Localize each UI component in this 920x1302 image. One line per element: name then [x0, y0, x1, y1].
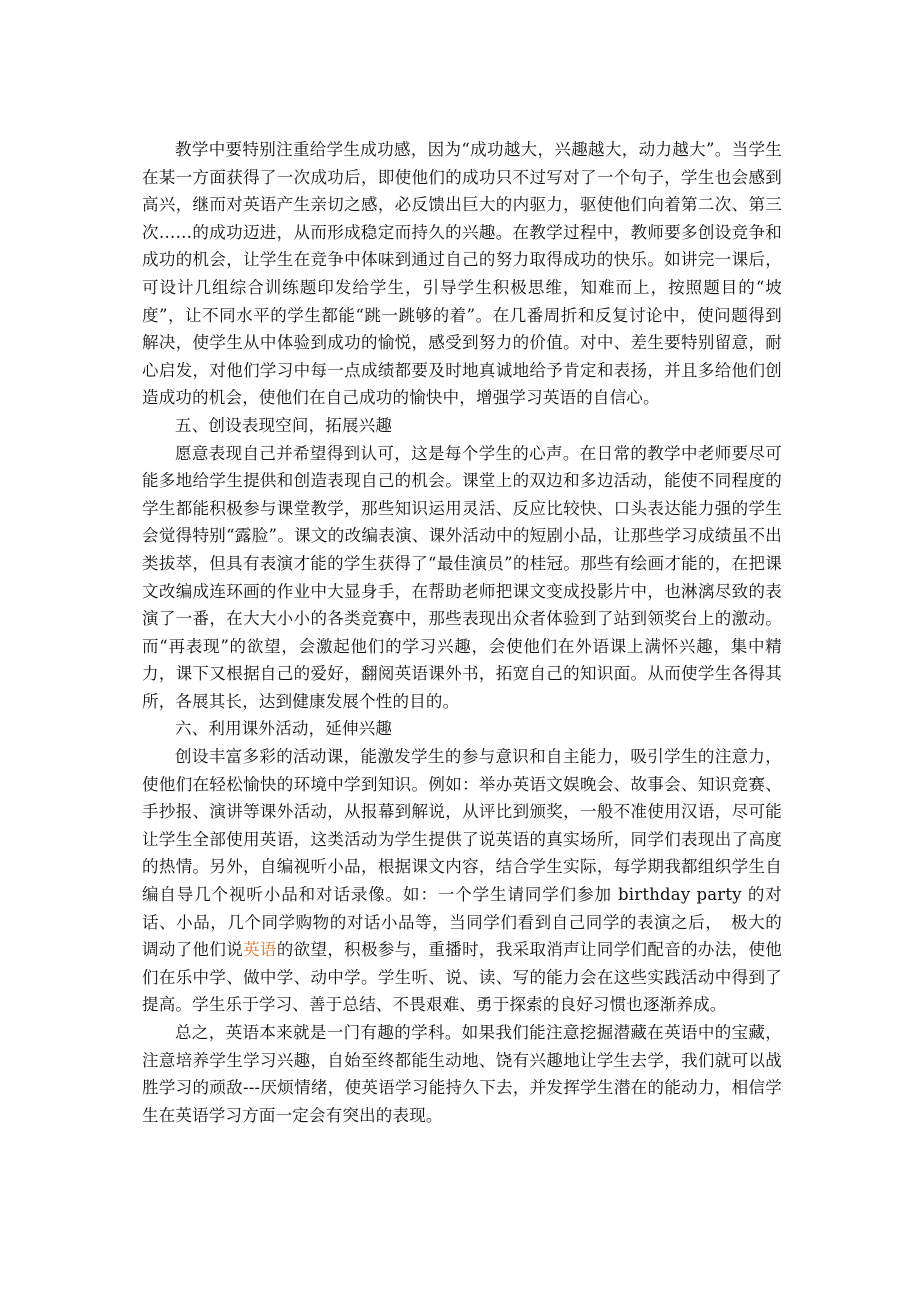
paragraph-extracurricular-part1: 创设丰富多彩的活动课，能激发学生的参与意识和自主能力，吸引学生的注意力，使他们在轻松愉快的环境中学到知识。例如：举办英语文娱晚会、故事会、知识竞赛、手抄报、演讲等课外活动，从报幕到解说，从评比到颁奖，一般不准使用汉语，尽可能让学生全部使用英语，这类活动为学生提供了说英语的真实场所，同学们表现出了高度的热情。另外，自编视听小品，根据课文内容，结合学生实际，每学期我都组织学生自编自导几个视听小品和对话录像。如：一个学生请同学们参加 birthday party 的对话、小品，几个同学购物的对话小品等，当同学们看到自己同学的表演之后， 极大的调动了他们说: [142, 747, 782, 960]
paragraph-conclusion: 总之，英语本来就是一门有趣的学科。如果我们能注意挖掘潜藏在英语中的宝藏，注意培养学生学习兴趣，自始至终都能生动地、饶有兴趣地让学生去学，我们就可以战胜学习的顽敌---厌烦情绪，使英语学习能持久下去，并发挥学生潜在的能动力，相信学生在英语学习方面一定会有突出的表现。: [142, 1023, 782, 1125]
document-body: [142, 136, 782, 1129]
english-keyword-link[interactable]: 英语: [243, 940, 277, 960]
paragraph-extracurricular: [142, 743, 782, 1019]
paragraph-extracurricular-part2: 的欲望，积极参与，重播时，我采取消声让同学们配音的办法，使他们在乐中学、做中学、动中学。学生听、说、读、写的能力会在这些实践活动中得到了提高。学生乐于学习、善于总结、不畏艰难、勇于探索的良好习惯也逐渐养成。: [142, 940, 783, 1015]
paragraph-success-feeling: 教学中要特别注重给学生成功感，因为“成功越大，兴趣越大，动力越大”。当学生在某一方面获得了一次成功后，即使他们的成功只不过写对了一个句子，学生也会感到高兴，继而对英语产生亲切之感，必反馈出巨大的内驱力，驱使他们向着第二次、第三次……的成功迈进，从而形成稳定而持久的兴趣。在教学过程中，教师要多创设竞争和成功的机会，让学生在竞争中体味到通过自己的努力取得成功的快乐。如讲完一课后，可设计几组综合训练题印发给学生，引导学生积极思维，知难而上，按照题目的“坡度”，让不同水平的学生都能“跳一跳够的着”。在几番周折和反复讨论中，使问题得到解决，使学生从中体验到成功的愉悦，感受到努力的价值。对中、差生要特别留意，耐心启发，对他们学习中每一点成绩都要及时地真诚地给予肯定和表扬，并且多给他们创造成功的机会，使他们在自己成功的愉快中，增强学习英语的自信心。: [142, 140, 782, 408]
section-heading-6: 六、利用课外活动，延伸兴趣: [175, 719, 393, 739]
section-heading-5: 五、创设表现空间，拓展兴趣: [175, 415, 393, 435]
paragraph-expression-space: 愿意表现自己并希望得到认可，这是每个学生的心声。在日常的教学中老师要尽可能多地给学生提供和创造表现自己的机会。课堂上的双边和多边活动，能使不同程度的学生都能积极参与课堂教学，那些知识运用灵活、反应比较快、口头表达能力强的学生会觉得特别“露脸”。课文的改编表演、课外活动中的短剧小品，让那些学习成绩虽不出类拔萃，但具有表演才能的学生获得了“最佳演员”的桂冠。那些有绘画才能的，在把课文改编成连环画的作业中大显身手，在帮助老师把课文变成投影片中，也淋漓尽致的表演了一番，在大大小小的各类竞赛中，那些表现出众者体验到了站到领奖台上的激动。而“再表现”的欲望，会激起他们的学习兴趣，会使他们在外语课上满怀兴趣，集中精力，课下又根据自己的爱好，翻阅英语课外书，拓宽自己的知识面。从而使学生各得其所，各展其长，达到健康发展个性的目的。: [142, 443, 782, 711]
